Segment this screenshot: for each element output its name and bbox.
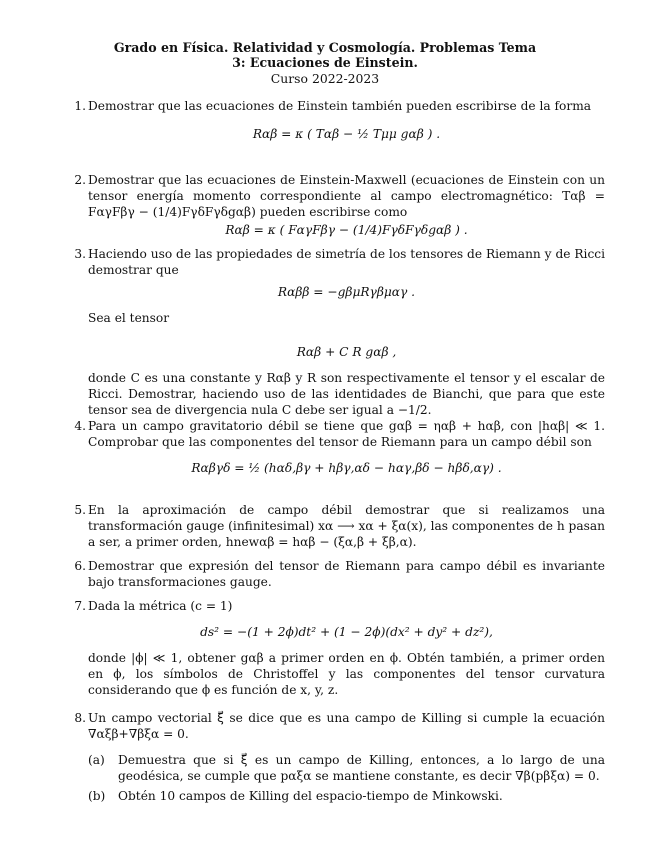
subitem-label: (a) xyxy=(88,753,105,767)
problem-2 xyxy=(74,172,605,244)
course-year: Curso 2022-2023 xyxy=(270,71,380,86)
problem-number: 1. xyxy=(74,99,86,113)
problem-number: 6. xyxy=(74,559,86,573)
problem-number: 8. xyxy=(74,711,86,725)
equation: Rαββ = −gβμRγβμαγ . xyxy=(277,285,416,299)
problem-text: Demostrar que las ecuaciones de Einstein-Maxwell (ecuaciones de Einstein con un tensor energía momento correspondiente al campo electromagnético: Tαβ = FαγFβγ − (1/4)FγδFγδgαβ) pueden escribirse como xyxy=(88,173,605,219)
problem-text-2: donde |ϕ| ≪ 1, obtener gαβ a primer orden en ϕ. Obtén también, a primer orden en ϕ, los símbolos de Christoffel y las componentes del tensor curvatura considerando que ϕ es función de x, y, z. xyxy=(88,651,605,697)
subitem-text: Demuestra que si ξ⃗ es un campo de Killing, entonces, a lo largo de una geodésica, se cumple que pαξα se mantiene constante, es decir ∇β(pβξα) = 0. xyxy=(118,753,605,783)
problem-4 xyxy=(74,418,605,482)
problem-number: 7. xyxy=(74,599,86,613)
problem-text: Para un campo gravitatorio débil se tiene que gαβ = ηαβ + hαβ, con |hαβ| ≪ 1. Comprobar que las componentes del tensor de Riemann para un campo débil son xyxy=(88,419,605,449)
problem-text-3: donde C es una constante y Rαβ y R son respectivamente el tensor y el escalar de Ricci. Demostrar, haciendo uso de las identidades de Bianchi, que para que este tensor sea de divergencia nula C debe ser igual a −1/2. xyxy=(88,371,605,417)
problem-number: 2. xyxy=(74,173,86,187)
document-header xyxy=(110,40,540,87)
problem-text: Demostrar que expresión del tensor de Riemann para campo débil es invariante bajo transformaciones gauge. xyxy=(88,559,605,589)
subitem-label: (b) xyxy=(88,789,106,803)
subitem-b xyxy=(88,788,605,804)
subitem-text: Obtén 10 campos de Killing del espacio-tiempo de Minkowski. xyxy=(118,789,503,803)
problem-text: Demostrar que las ecuaciones de Einstein también pueden escribirse de la forma xyxy=(88,99,592,113)
problem-3 xyxy=(74,246,605,418)
problem-7 xyxy=(74,598,605,698)
problem-text: Dada la métrica (c = 1) xyxy=(88,599,233,613)
problem-text: Un campo vectorial ξ⃗ se dice que es una campo de Killing si cumple la ecuación ∇αξβ+∇βξα = 0. xyxy=(88,711,605,741)
problem-6 xyxy=(74,558,605,590)
problem-number: 5. xyxy=(74,503,86,517)
problem-5 xyxy=(74,502,605,550)
equation-2: Rαβ + C R gαβ , xyxy=(296,345,397,359)
problem-text: Haciendo uso de las propiedades de simetría de los tensores de Riemann y de Ricci demostrar que xyxy=(88,247,605,277)
problem-text-2: Sea el tensor xyxy=(88,311,170,325)
equation: Rαβ = κ ( FαγFβγ − (1/4)FγδFγδgαβ ) . xyxy=(225,223,468,237)
document-title: Grado en Física. Relatividad y Cosmología. Problemas Tema 3: Ecuaciones de Einstein. xyxy=(113,40,537,70)
equation: Rαβγδ = ½ (hαδ,βγ + hβγ,αδ − hαγ,βδ − hβδ,αγ) . xyxy=(191,461,502,475)
equation: Rαβ = κ ( Tαβ − ½ Tμμ gαβ ) . xyxy=(252,127,441,141)
subitem-a xyxy=(88,752,605,784)
problem-1 xyxy=(74,98,605,148)
problem-text: En la aproximación de campo débil demostrar que si realizamos una transformación gauge (infinitesimal) xα ⟶ xα + ξα(x), las componentes de h pasan a ser, a primer orden, hnewαβ = hαβ − (ξα,β + ξβ,α). xyxy=(88,503,605,549)
problem-8 xyxy=(74,710,605,804)
problem-number: 4. xyxy=(74,419,86,433)
equation: ds² = −(1 + 2ϕ)dt² + (1 − 2ϕ)(dx² + dy² + dz²), xyxy=(200,625,493,639)
problem-number: 3. xyxy=(74,247,86,261)
